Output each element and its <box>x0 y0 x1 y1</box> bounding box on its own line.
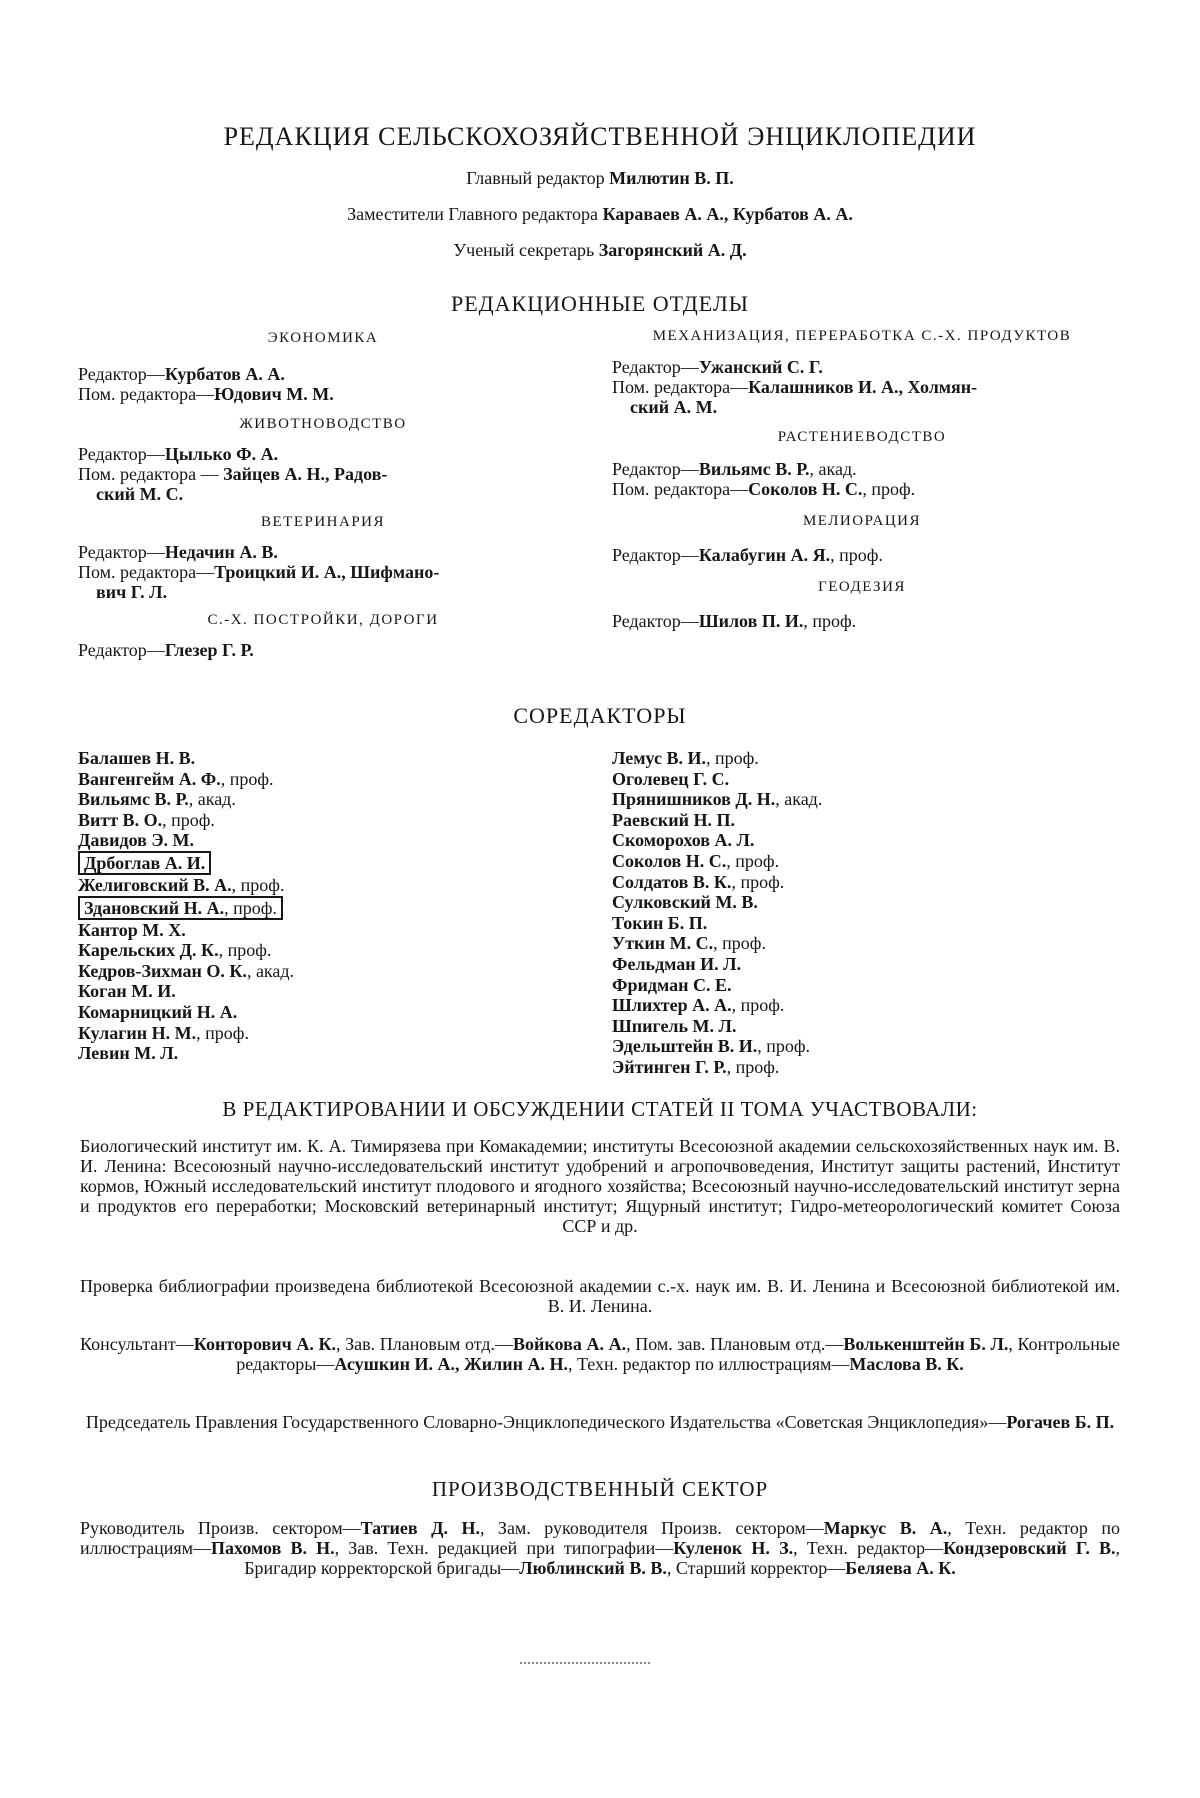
bibliography-note: Проверка библиографии произведена библиотекой Всесоюзной академии с.-х. наук им. В. И. Ленина и Всесоюзной библиотекой им. В. И. Ленина. <box>80 1276 1120 1316</box>
mourning-frame: Дрбоглав А. И. <box>78 851 211 875</box>
coeditor-item: Карельских Д. К., проф. <box>78 940 272 961</box>
coeditor-item: Кедров-Зихман О. К., акад. <box>78 960 295 981</box>
coeditor-item: Давидов Э. М. <box>78 830 195 851</box>
chief-editor-label: Главный редактор <box>466 168 605 188</box>
coeditor-item: Вильямс В. Р., акад. <box>78 789 236 810</box>
deputy-editors-label: Заместители Главного редактора <box>347 204 599 224</box>
chief-editor-name: Милютин В. П. <box>609 168 734 188</box>
coeditor-item: Фельдман И. Л. <box>612 953 742 974</box>
veterinary-heading: ВЕТЕРИНАРИЯ <box>260 514 385 530</box>
buildings-editor: Редактор—Глезер Г. Р. <box>78 640 254 660</box>
mechanization-assistant: Пом. редактора—Калашников И. А., Холмян- <box>612 377 978 397</box>
coeditor-item: Оголевец Г. С. <box>612 768 730 789</box>
participants-title: В РЕДАКТИРОВАНИИ И ОБСУЖДЕНИИ СТАТЕЙ II ТОМА УЧАСТВОВАЛИ: <box>222 1097 978 1121</box>
chairman-credit: Председатель Правления Государственного Словарно-Энциклопедического Издательства «Советская Энциклопедия»—Рогачев Б. П. <box>85 1412 1115 1432</box>
mechanization-assistant-cont: ский А. М. <box>630 397 718 417</box>
coeditor-item-framed <box>78 851 548 875</box>
mechanization-editor: Редактор—Ужанский С. Г. <box>612 357 823 377</box>
coeditor-item: Комарницкий Н. А. <box>78 1001 238 1022</box>
coeditors-left-list <box>78 748 548 1064</box>
secretary-label: Ученый секретарь <box>453 240 595 260</box>
veterinary-editor: Редактор—Недачин А. В. <box>78 542 278 562</box>
coeditor-item: Соколов Н. С., проф. <box>612 850 780 871</box>
departments-right-column <box>612 328 1112 631</box>
veterinary-assistant: Пом. редактора—Троицкий И. А., Шифмано- <box>78 562 440 582</box>
coeditor-item: Шпигель М. Л. <box>612 1015 737 1036</box>
coeditors-right-list <box>612 748 1112 1078</box>
geodesy-editor: Редактор—Шилов П. И., проф. <box>612 611 857 631</box>
mechanization-heading: МЕХАНИЗАЦИЯ, ПЕРЕРАБОТКА С.-Х. ПРОДУКТОВ <box>652 328 1072 344</box>
staff-credits: Консультант—Конторович А. К., Зав. Плановым отд.—Войкова А. А., Пом. зав. Плановым отд.—Волькенштейн Б. Л., Контрольные редакторы—Асушкин И. А., Жилин А. Н., Техн. редактор по иллюстрациям—Маслова В. К. <box>80 1334 1120 1374</box>
print-smudge <box>520 1662 650 1667</box>
coeditor-item: Раевский Н. П. <box>612 809 736 830</box>
coeditor-item: Желиговский В. А., проф. <box>78 874 285 895</box>
geodesy-heading: ГЕОДЕЗИЯ <box>818 579 906 595</box>
buildings-heading: С.-Х. ПОСТРОЙКИ, ДОРОГИ <box>207 612 439 628</box>
production-credits: Руководитель Произв. сектором—Татиев Д. Н., Зам. руководителя Произв. сектором—Маркус В. А., Техн. редактор по иллюстрациям—Пахомов В. Н., Зав. Техн. редакцией при типографии—Куленок Н. З., Техн. редактор—Кондзеровский Г. В., Бригадир корректорской бригады—Люблинский В. В., Старший корректор—Беляева А. К. <box>80 1518 1121 1578</box>
secretary-line <box>0 240 1200 261</box>
participants-text: Биологический институт им. К. А. Тимирязева при Комакадемии; институты Всесоюзной академии сельскохозяйственных наук им. В. И. Ленина: Всесоюзный научно-исследовательский институт удобрений и агропочвоведения, Институт защиты растений, Институт кормов, Южный исследовательский институт плодового и ягодного хозяйства; Всесоюзный научно-исследовательский институт зерна и продуктов его переработки; Московский ветеринарный институт; Ящурный институт; Гидро-метеорологический комитет Союза ССР и др. <box>80 1136 1120 1236</box>
coeditor-item-framed <box>78 896 548 920</box>
livestock-assistant-cont: ский М. С. <box>96 484 184 504</box>
chief-editor-line <box>0 168 1200 189</box>
mourning-frame: Здановский Н. А., проф. <box>78 896 283 920</box>
coeditor-item: Балашев Н. В. <box>78 748 196 768</box>
deputy-editors-line <box>0 204 1200 225</box>
coeditor-item: Эйтинген Г. Р., проф. <box>612 1056 780 1077</box>
coeditor-item: Вангенгейм А. Ф., проф. <box>78 768 274 789</box>
economics-editor: Редактор—Курбатов А. А. <box>78 364 285 384</box>
coeditor-item: Солдатов В. К., проф. <box>612 871 785 892</box>
secretary-name: Загорянский А. Д. <box>598 240 747 260</box>
coeditors-title: СОРЕДАКТОРЫ <box>513 703 687 728</box>
coeditor-item: Коган М. И. <box>78 981 176 1002</box>
livestock-assistant: Пом. редактора — Зайцев А. Н., Радов- <box>78 464 388 484</box>
coeditor-item: Левин М. Л. <box>78 1043 179 1064</box>
coeditor-item: Шлихтер А. А., проф. <box>612 995 785 1016</box>
coeditor-item: Уткин М. С., проф. <box>612 933 766 954</box>
coeditor-item: Сулковский М. В. <box>612 892 758 913</box>
production-title: ПРОИЗВОДСТВЕННЫЙ СЕКТОР <box>431 1477 769 1501</box>
coeditor-item: Эдельштейн В. И., проф. <box>612 1036 811 1057</box>
coeditor-item: Токин Б. П. <box>612 912 708 933</box>
melioration-heading: МЕЛИОРАЦИЯ <box>802 513 922 529</box>
melioration-editor: Редактор—Калабугин А. Я., проф. <box>612 545 883 565</box>
livestock-editor: Редактор—Цылько Ф. А. <box>78 444 279 464</box>
crops-assistant: Пом. редактора—Соколов Н. С., проф. <box>612 479 916 499</box>
coeditor-item: Кантор М. Х. <box>78 919 186 940</box>
coeditor-item: Кулагин Н. М., проф. <box>78 1022 249 1043</box>
crops-heading: РАСТЕНИЕВОДСТВО <box>777 429 947 445</box>
coeditor-item: Прянишников Д. Н., акад. <box>612 789 823 810</box>
coeditor-item: Фридман С. Е. <box>612 974 732 995</box>
departments-left-column <box>78 328 568 660</box>
crops-editor: Редактор—Вильямс В. Р., акад. <box>612 459 857 479</box>
livestock-heading: ЖИВОТНОВОДСТВО <box>239 416 407 432</box>
masthead-title: РЕДАКЦИЯ СЕЛЬСКОХОЗЯЙСТВЕННОЙ ЭНЦИКЛОПЕДИИ <box>223 122 977 151</box>
departments-title: РЕДАКЦИОННЫЕ ОТДЕЛЫ <box>450 291 749 316</box>
economics-heading: ЭКОНОМИКА <box>267 330 379 346</box>
economics-assistant: Пом. редактора—Юдович М. М. <box>78 384 334 404</box>
coeditor-item: Лемус В. И., проф. <box>612 748 759 768</box>
coeditor-item: Скоморохов А. Л. <box>612 830 755 851</box>
deputy-editors-names: Караваев А. А., Курбатов А. А. <box>602 204 853 224</box>
veterinary-assistant-cont: вич Г. Л. <box>96 582 168 602</box>
coeditor-item: Витт В. О., проф. <box>78 809 215 830</box>
